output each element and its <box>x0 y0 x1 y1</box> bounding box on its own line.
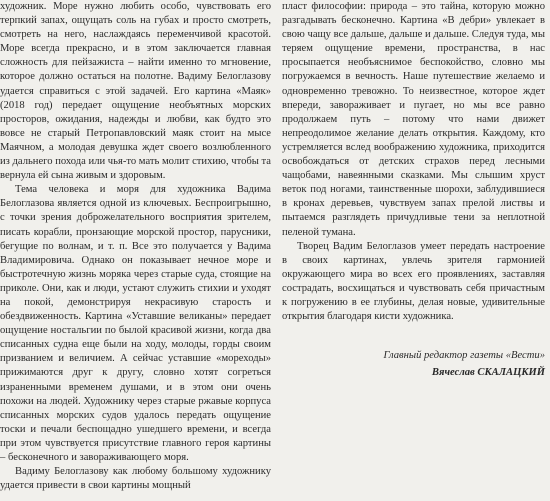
paragraph: Вадиму Белоглазову как любому большому художнику удается привести в свои картины мощный <box>0 466 271 492</box>
left-column <box>0 0 271 493</box>
paragraph: Тема человека и моря для художника Вадима Белоглазова является одной из ключевых. Беспроигрышно, с точки зрения доброжелательного восприятия зрителем, писать корабли, пронзающие морской простор, парусники, бегущие по волнам, и т. п. Все это получается у Вадима Владимировича. Однако он показывает нечное море и быстротечную жизнь моряка через старые суда, стоящие на приколе. Они, как и люди, устают служить стихии и уходят на покой, демонстрируя некрасивую старость и обездвиженность. Картина «Уставшие великаны» передает ощущение ностальгии по былой красивой жизни, когда два списанных судна еще были на ходу, молоды, горды своим призванием и величием. А сейчас уставшие «мореходы» прижимаются друг к другу, словно хотят согреться израненными временем душами, и в этом они очень похожи на людей. Художнику через старые ржавые корпуса списанных морских судов удалось передать ощущение тоски и печали беспощадно ушедшего времени, и всегда при этом чувствуется присутствие главного героя картины – бесконечного и завораживающего моря. <box>0 184 271 463</box>
signature-role: Главный редактор газеты «Вести» <box>383 350 545 361</box>
paragraph: Творец Вадим Белоглазов умеет передать настроение в своих картинах, увлечь зрителя гармонией окружающего мира во всех его проявлениях, заставляя сострадать, восхищаться и чувствовать себя причастным к погружению в ее глубины, делая новые, удивительные открытия благодаря кисти художника. <box>282 240 545 323</box>
paragraph: художник. Море нужно любить особо, чувствовать его терпкий запах, ощущать соль на губах и просто смотреть, смотреть на него, наслаждаясь переменчивой красотой. Море всегда прекрасно, и в этом заключается главная сложность для пейзажиста – найти именно то мгновение, которое должно остаться на полотне. Вадиму Белоглазову удается справиться с этой задачей. Его картина «Маяк» (2018 год) передает ощущение необъятных морских просторов, ожидания, надежды и любви, как будто это вовсе не старый Петропавловский маяк стоит на мысе Маячном, а молодая девушка ждет своего возлюбленного из дальнего похода или чья-то мать молит стихию, чтобы та вернула ей сына живым и здоровым. <box>0 1 271 182</box>
right-column <box>282 0 545 324</box>
paragraph: пласт философии: природа – это тайна, которую можно разгадывать бесконечно. Картина «В дебри» увлекает в свою чащу все дальше, дальше и дальше. Следуя туда, мы теряем ощущение времени, пространства, в нас просыпается необъяснимое беспокойство, словно мы погружаемся в вечность. Наше путешествие желаемо и одновременно тревожно. То неизвестное, которое ждет впереди, завораживает и пугает, но мы все равно продолжаем путь – потому что нами движет непреодолимое желание делать открытия. Каждому, кто устремляется вслед воображению художника, приходится освобождаться от детских страхов перед лесными чащобами, навеянными сказками. Мы слышим хруст веток под ногами, таинственные шорохи, заблудившиеся в кронах деревьев, чувствуем запах прелой листвы и пытаемся разглядеть причудливые тени за неплотной пеленой тумана. <box>282 1 545 238</box>
signature-name: Вячеслав СКАЛАЦКИЙ <box>431 367 545 378</box>
